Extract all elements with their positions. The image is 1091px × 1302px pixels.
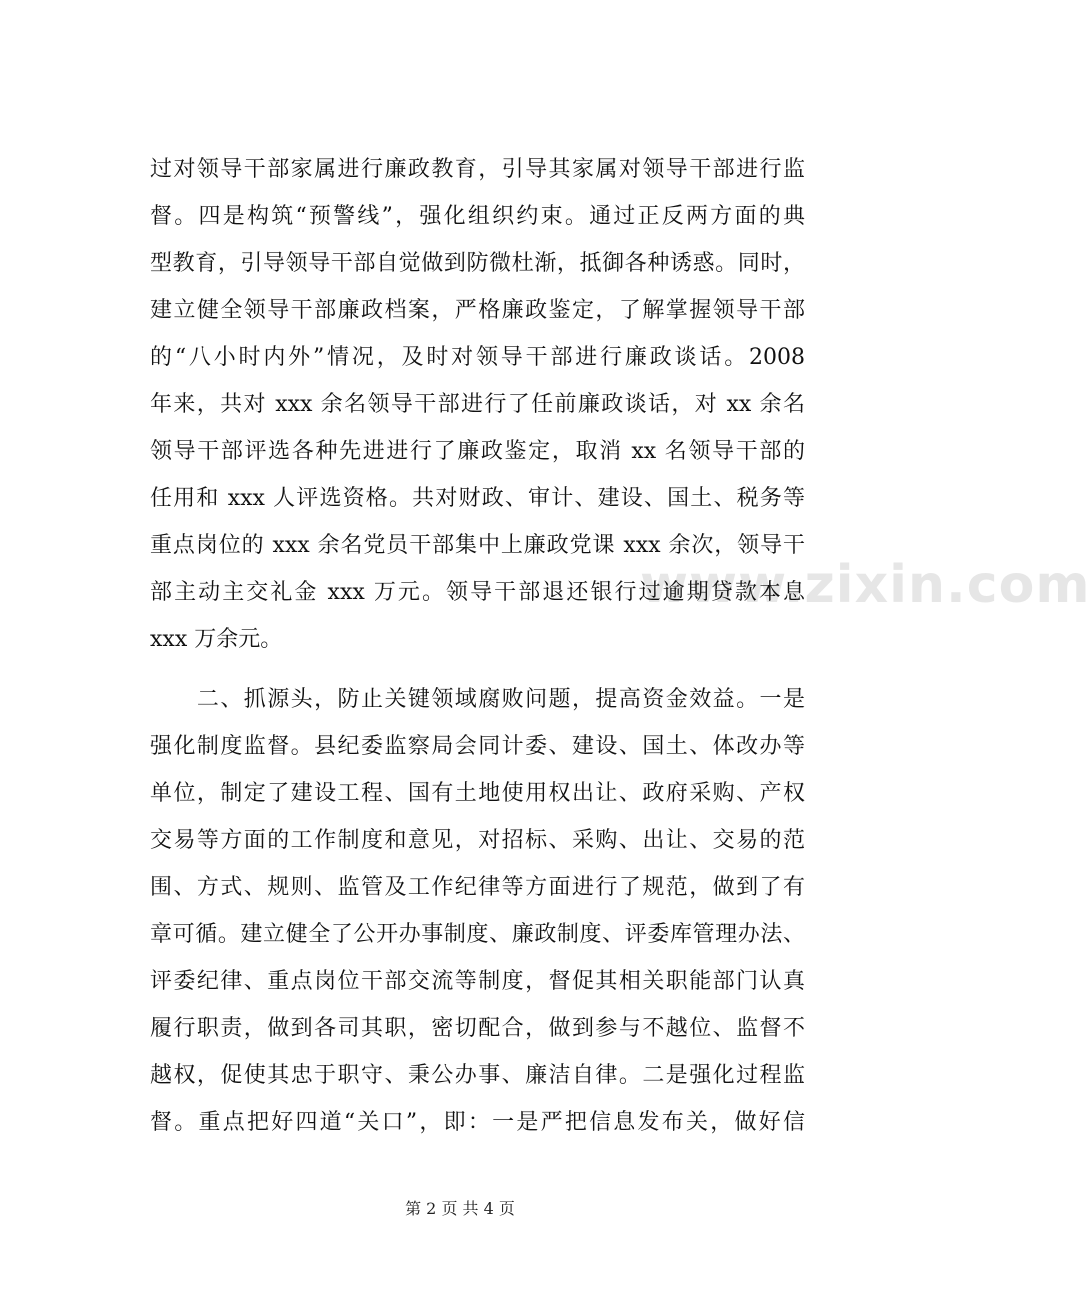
- watermark: www.zixin.com: [640, 555, 1091, 615]
- text-line: 年来，共对 xxx 余名领导干部进行了任前廉政谈话，对 xx 余名: [150, 392, 805, 417]
- text-line: 过对领导干部家属进行廉政教育，引导其家属对领导干部进行监: [150, 157, 805, 182]
- text-line: 履行职责，做到各司其职，密切配合，做到参与不越位、监督不: [150, 1016, 805, 1041]
- text-line: 单位，制定了建设工程、国有土地使用权出让、政府采购、产权: [150, 781, 805, 806]
- text-line: 交易等方面的工作制度和意见，对招标、采购、出让、交易的范: [150, 828, 805, 853]
- text-line: 强化制度监督。县纪委监察局会同计委、建设、国土、体改办等: [150, 734, 805, 759]
- text-line: 二、抓源头，防止关键领域腐败问题，提高资金效益。一是: [150, 687, 805, 712]
- text-line: 的“八小时内外”情况，及时对领导干部进行廉政谈话。2008: [150, 345, 805, 370]
- text-line: 督。重点把好四道“关口”，即：一是严把信息发布关，做好信: [150, 1110, 805, 1135]
- text-line: 督。四是构筑“预警线”，强化组织约束。通过正反两方面的典: [150, 204, 805, 229]
- text-line: 部主动主交礼金 xxx 万元。领导干部退还银行过逾期贷款本息: [150, 580, 805, 605]
- text-line: 围、方式、规则、监管及工作纪律等方面进行了规范，做到了有: [150, 875, 805, 900]
- text-line: 评委纪律、重点岗位干部交流等制度，督促其相关职能部门认真: [150, 969, 805, 994]
- text-line: 领导干部评选各种先进进行了廉政鉴定，取消 xx 名领导干部的: [150, 439, 805, 464]
- text-line: 任用和 xxx 人评选资格。共对财政、审计、建设、国土、税务等: [150, 486, 805, 511]
- page-footer: 第 2 页 共 4 页: [405, 1199, 515, 1218]
- text-line: 建立健全领导干部廉政档案，严格廉政鉴定，了解掌握领导干部: [150, 298, 805, 323]
- text-line: 章可循。建立健全了公开办事制度、廉政制度、评委库管理办法、: [150, 922, 805, 947]
- text-line: xxx 万余元。: [150, 627, 283, 652]
- text-line: 越权，促使其忠于职守、秉公办事、廉洁自律。二是强化过程监: [150, 1063, 805, 1088]
- text-line: 型教育，引导领导干部自觉做到防微杜渐，抵御各种诱惑。同时，: [150, 251, 805, 276]
- paragraph-2: [150, 676, 805, 1146]
- text-line: 重点岗位的 xxx 余名党员干部集中上廉政党课 xxx 余次，领导干: [150, 533, 805, 558]
- paragraph-1: [150, 146, 805, 663]
